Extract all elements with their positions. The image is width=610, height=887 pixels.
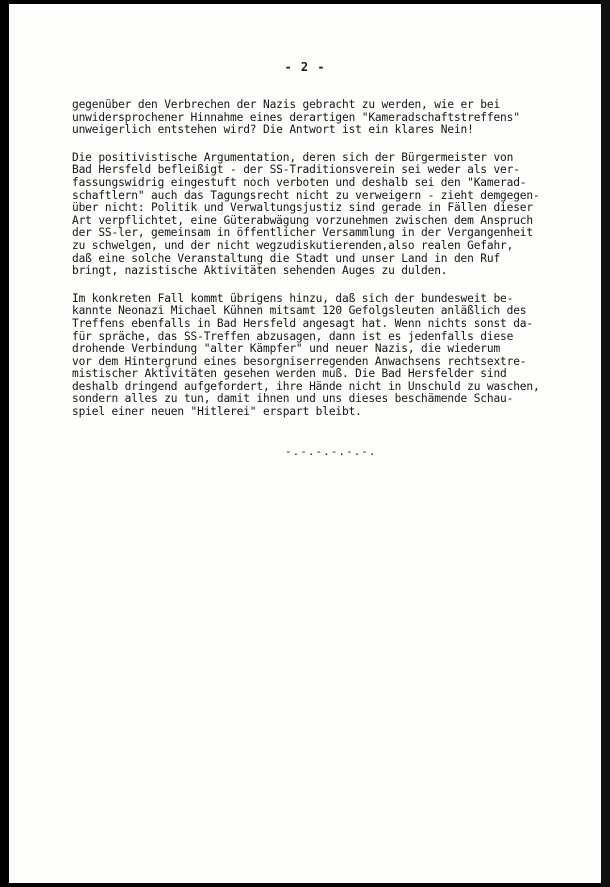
paragraph-3	[72, 293, 572, 419]
text-line: Treffens ebenfalls in Bad Hersfeld angesagt hat. Wenn nichts sonst da-	[72, 316, 533, 330]
paragraph-1	[72, 99, 572, 137]
text-line: kannte Neonazi Michael Kühnen mitsamt 120 Gefolgsleuten anläßlich des	[72, 304, 527, 318]
text-line: drohende Verbindung "alter Kämpfer" und neuer Nazis, die wiederum	[72, 342, 501, 356]
text-line: gegenüber den Verbrechen der Nazis gebracht zu werden, wie er bei	[72, 98, 501, 111]
text-line: fassungswidrig eingestuft noch verboten und deshalb sei den "Kamerad-	[72, 175, 527, 189]
text-line: der SS-ler, gemeinsam in öffentlicher Versammlung in der Vergangenheit	[72, 226, 533, 240]
text-line: deshalb dringend aufgefordert, ihre Hände nicht in Unschuld zu waschen,	[72, 379, 540, 393]
body-text	[72, 99, 572, 434]
text-line: über nicht: Politik und Verwaltungsjustiz sind gerade in Fällen dieser	[72, 201, 533, 215]
text-line: sondern alles zu tun, damit ihnen und uns dieses beschämende Schau-	[72, 392, 514, 406]
scan-border	[601, 0, 610, 887]
closing-mark: -.-.-.-.-.-.	[285, 445, 377, 458]
page-number: - 2 -	[284, 60, 326, 74]
text-line: Bad Hersfeld befleißigt - der SS-Traditionsverein sei weder als ver-	[72, 163, 520, 177]
text-line: bringt, nazistische Aktivitäten sehenden Auges zu dulden.	[72, 264, 448, 278]
text-line: schaftlern" auch das Tagungsrecht nicht zu verweigern - zieht demgegen-	[72, 188, 540, 202]
text-line: spiel einer neuen "Hitlerei" erspart bleibt.	[72, 405, 362, 419]
text-line: vor dem Hintergrund eines besorgniserregenden Anwachsens rechtsextre-	[72, 354, 527, 368]
text-line: unweigerlich entstehen wird? Die Antwort ist ein klares Nein!	[72, 123, 474, 137]
paragraph-2	[72, 152, 572, 278]
text-line: unwidersprochener Hinnahme eines derartigen "Kameradschaftstreffens"	[72, 110, 520, 124]
text-line: Im konkreten Fall kommt übrigens hinzu, daß sich der bundesweit be-	[72, 291, 514, 305]
document-page	[9, 4, 601, 883]
text-line: zu schwelgen, und der nicht wegzudiskutierenden,also realen Gefahr,	[72, 238, 514, 252]
text-line: Die positivistische Argumentation, deren sich der Bürgermeister von	[72, 150, 514, 164]
text-line: daß eine solche Veranstaltung die Stadt und unser Land in den Ruf	[72, 251, 501, 265]
text-line: für spräche, das SS-Treffen abzusagen, dann ist es jedenfalls diese	[72, 329, 514, 343]
text-line: mistischer Aktivitäten gesehen werden muß. Die Bad Hersfelder sind	[72, 367, 507, 381]
text-line: Art verpflichtet, eine Güterabwägung vorzunehmen zwischen dem Anspruch	[72, 213, 533, 227]
